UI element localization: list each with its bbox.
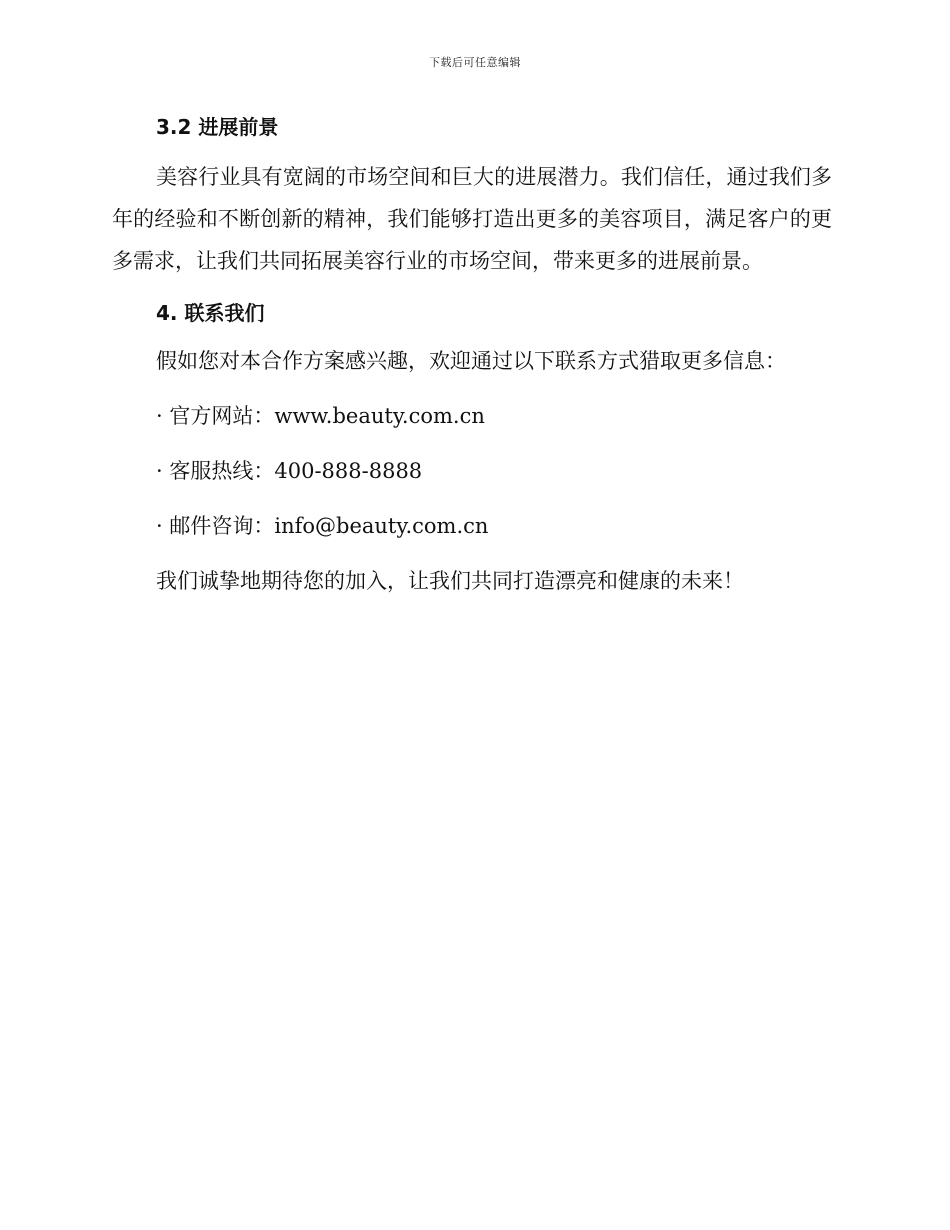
section-heading-3-2: 3.2 进展前景 xyxy=(156,115,279,139)
contact-label: · 官方网站： xyxy=(156,404,275,428)
website-url: www.beauty.com.cn xyxy=(274,404,485,428)
closing-paragraph: 我们诚挚地期待您的加入，让我们共同打造漂亮和健康的未来！ xyxy=(156,569,744,593)
contact-label: · 客服热线： xyxy=(156,459,275,483)
email-address: info@beauty.com.cn xyxy=(274,514,489,538)
document-body xyxy=(112,112,832,602)
contact-item-hotline xyxy=(112,450,832,492)
contact-intro-paragraph: 假如您对本合作方案感兴趣，欢迎通过以下联系方式猎取更多信息： xyxy=(156,349,786,373)
hotline-number: 400-888-8888 xyxy=(274,459,423,483)
page-header: 下载后可任意编辑 xyxy=(429,56,521,69)
contact-label: · 邮件咨询： xyxy=(156,514,275,538)
section-3-2-paragraph: 美容行业具有宽阔的市场空间和巨大的进展潜力。我们信任，通过我们多年的经验和不断创新的精神，我们能够打造出更多的美容项目，满足客户的更多需求，让我们共同拓展美容行业的市场空间，带来更多的进展前景。 xyxy=(112,165,832,273)
contact-item-website xyxy=(112,395,832,437)
contact-item-email xyxy=(112,505,832,547)
section-heading-4: 4. 联系我们 xyxy=(156,301,265,325)
